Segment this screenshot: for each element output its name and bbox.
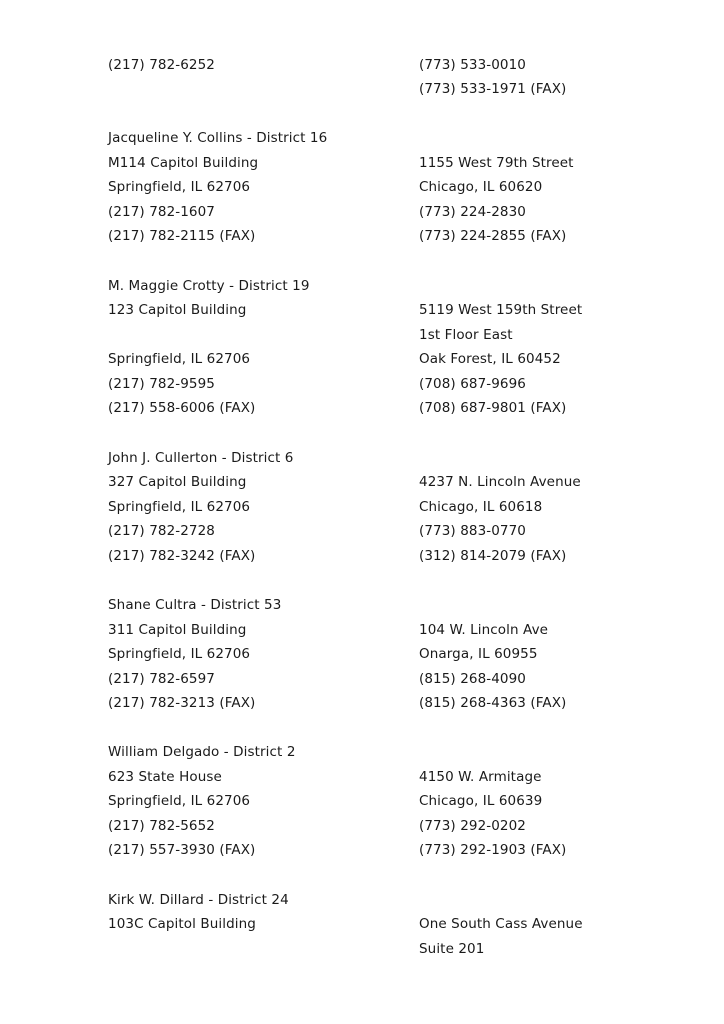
district-address-line: Chicago, IL 60618	[419, 499, 543, 515]
legislator-header: William Delgado - District 2	[108, 744, 296, 760]
district-address-line: Suite 201	[419, 941, 485, 957]
district-fax: (708) 687-9801 (FAX)	[419, 400, 567, 416]
district-address-line: Chicago, IL 60639	[419, 793, 543, 809]
district-phone: (773) 883-0770	[419, 523, 526, 539]
legislator-header: Kirk W. Dillard - District 24	[108, 892, 289, 908]
district-fax: (773) 224-2855 (FAX)	[419, 228, 567, 244]
office-phone: (217) 782-1607	[108, 204, 215, 220]
district-address-line: 5119 West 159th Street	[419, 302, 583, 318]
office-address-line: Springfield, IL 62706	[108, 793, 251, 809]
office-phone: (217) 782-2728	[108, 523, 215, 539]
office-fax: (217) 782-2115 (FAX)	[108, 228, 256, 244]
district-address-line: One South Cass Avenue	[419, 916, 583, 932]
office-address-line: 623 State House	[108, 769, 222, 785]
office-address-line: 103C Capitol Building	[108, 916, 256, 932]
district-phone: (708) 687-9696	[419, 376, 526, 392]
legislator-header: Shane Cultra - District 53	[108, 597, 282, 613]
district-address-line: 1st Floor East	[419, 327, 513, 343]
contact-line: (773) 533-1971 (FAX)	[419, 81, 567, 97]
office-address-line: 327 Capitol Building	[108, 474, 247, 490]
office-fax: (217) 782-3242 (FAX)	[108, 548, 256, 564]
office-address-line: Springfield, IL 62706	[108, 351, 251, 367]
office-address-line: M114 Capitol Building	[108, 155, 259, 171]
legislator-header: M. Maggie Crotty - District 19	[108, 278, 310, 294]
district-address-line: 4150 W. Armitage	[419, 769, 542, 785]
district-fax: (312) 814-2079 (FAX)	[419, 548, 567, 564]
legislator-header: Jacqueline Y. Collins - District 16	[108, 130, 328, 146]
legislator-header: John J. Cullerton - District 6	[108, 450, 294, 466]
office-phone: (217) 782-6597	[108, 671, 215, 687]
district-phone: (773) 224-2830	[419, 204, 526, 220]
district-address-line: Chicago, IL 60620	[419, 179, 543, 195]
district-phone: (815) 268-4090	[419, 671, 526, 687]
district-phone: (773) 292-0202	[419, 818, 526, 834]
district-address-line: Oak Forest, IL 60452	[419, 351, 561, 367]
district-address-line: Onarga, IL 60955	[419, 646, 538, 662]
office-fax: (217) 558-6006 (FAX)	[108, 400, 256, 416]
district-fax: (773) 292-1903 (FAX)	[419, 842, 567, 858]
office-address-line: Springfield, IL 62706	[108, 499, 251, 515]
contact-line: (773) 533-0010	[419, 57, 526, 73]
contact-line: (217) 782-6252	[108, 57, 215, 73]
office-fax: (217) 782-3213 (FAX)	[108, 695, 256, 711]
district-address-line: 104 W. Lincoln Ave	[419, 622, 549, 638]
office-phone: (217) 782-5652	[108, 818, 215, 834]
district-address-line: 1155 West 79th Street	[419, 155, 574, 171]
district-fax: (815) 268-4363 (FAX)	[419, 695, 567, 711]
office-address-line: 311 Capitol Building	[108, 622, 247, 638]
office-fax: (217) 557-3930 (FAX)	[108, 842, 256, 858]
office-address-line: 123 Capitol Building	[108, 302, 247, 318]
office-address-line: Springfield, IL 62706	[108, 179, 251, 195]
district-address-line: 4237 N. Lincoln Avenue	[419, 474, 581, 490]
office-phone: (217) 782-9595	[108, 376, 215, 392]
office-address-line: Springfield, IL 62706	[108, 646, 251, 662]
